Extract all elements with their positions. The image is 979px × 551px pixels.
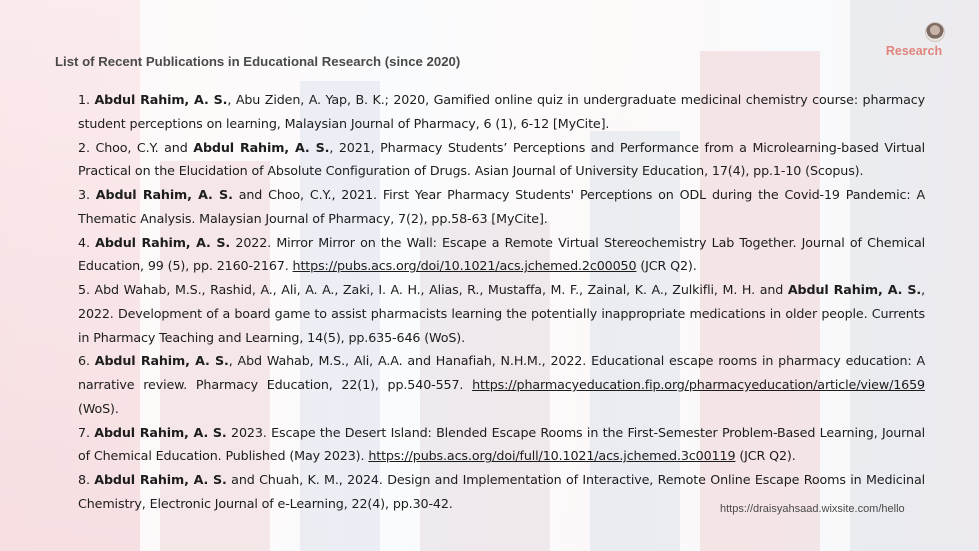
publication-link[interactable]: https://pubs.acs.org/doi/full/10.1021/acs.jchemed.3c00119 xyxy=(368,448,736,464)
publication-item xyxy=(64,421,925,469)
publication-item xyxy=(64,183,925,231)
publication-author: Abdul Rahim, A. S. xyxy=(95,187,233,202)
publication-author: Abdul Rahim, A. S. xyxy=(787,282,922,297)
publication-number: 7. xyxy=(78,424,90,440)
publication-index: (WoS). xyxy=(78,400,119,416)
publication-link[interactable]: https://pharmacyeducation.fip.org/pharmacyeducation/article/view/1659 xyxy=(472,377,925,392)
publication-author: Abdul Rahim, A. S. xyxy=(193,139,330,155)
publication-item xyxy=(64,136,925,184)
publication-number: 1. xyxy=(78,92,90,107)
publication-link[interactable]: https://pubs.acs.org/doi/10.1021/acs.jchemed.2c00050 xyxy=(292,258,637,274)
page-title: List of Recent Publications in Educational Research (since 2020) xyxy=(55,54,461,69)
publication-coauthors: Choo, C.Y. and xyxy=(89,139,194,155)
publication-citation: , Abd Wahab, M.S., Ali, A.A. and Hanafiah, N.H.M., 2022. Educational escape rooms in pharmacy education: A narrative review. Pharmacy Education, 22(1), pp.540-557. xyxy=(78,353,925,392)
publication-author: Abdul Rahim, A. S. xyxy=(95,234,231,250)
publication-index: (JCR Q2). xyxy=(636,258,697,274)
publication-author: Abdul Rahim, A. S. xyxy=(94,353,229,369)
publication-list xyxy=(64,88,925,516)
publication-number: 5. xyxy=(78,282,90,297)
publication-citation: 2023. Escape the Desert Island: Blended Escape Rooms in the First-Semester Problem-Based Learning, Journal of Chemical Education. Published (May 2023). xyxy=(78,424,925,464)
publication-author: Abdul Rahim, A. S. xyxy=(94,424,227,440)
publication-coauthors: Abd Wahab, M.S., Rashid, A., Ali, A. A., Zaki, I. A. H., Alias, R., Mustaffa, M. F., Zainal, K. A., Zulkifli, M. H. and xyxy=(89,282,788,297)
publication-number: 3. xyxy=(78,187,90,202)
publication-item xyxy=(64,349,925,420)
publication-citation: and Chuah, K. M., 2024. Design and Implementation of Interactive, Remote Online Escape Rooms in Medicinal Chemistry, Electronic Journal of e-Learning, 22(4), pp.30-42. xyxy=(78,472,926,511)
research-badge[interactable] xyxy=(882,20,946,84)
publication-item xyxy=(64,278,925,349)
publication-number: 4. xyxy=(78,234,90,250)
avatar xyxy=(925,22,945,42)
publication-citation: 2022. Mirror Mirror on the Wall: Escape a Remote Virtual Stereochemistry Lab Together. Journal of Chemical Education, 99 (5), pp. 2160-2167. xyxy=(78,234,926,274)
publication-citation: , 2022. Development of a board game to assist pharmacists learning the potentially inappropriate medications in older people. Currents in Pharmacy Teaching and Learning, 14(5), pp.635-646 (WoS). xyxy=(78,282,925,345)
publication-author: Abdul Rahim, A. S. xyxy=(94,472,227,487)
publication-item xyxy=(64,88,925,136)
publication-index: (JCR Q2). xyxy=(735,448,796,464)
publication-citation: and Choo, C.Y., 2021. First Year Pharmacy Students' Perceptions on ODL during the Covid-19 Pandemic: A Thematic Analysis. Malaysian Journal of Pharmacy, 7(2), pp.58-63 [MyCite]. xyxy=(78,187,926,226)
publication-number: 2. xyxy=(78,139,90,155)
footer-url[interactable]: https://draisyahsaad.wixsite.com/hello xyxy=(720,503,905,515)
publication-citation: , Abu Ziden, A. Yap, B. K.; 2020, Gamified online quiz in undergraduate medicinal chemistry course: pharmacy student perceptions on learning, Malaysian Journal of Pharmacy, 6 (1), 6-12 [MyCite]. xyxy=(78,92,926,131)
publication-number: 6. xyxy=(78,353,90,369)
publication-item xyxy=(64,231,925,279)
research-badge-label: Research xyxy=(885,44,943,58)
publication-number: 8. xyxy=(78,472,90,487)
publication-author: Abdul Rahim, A. S. xyxy=(94,92,228,107)
publication-citation: , 2021, Pharmacy Students’ Perceptions and Performance from a Microlearning-based Virtual Practical on the Elucidation of Absolute Configuration of Drugs. Asian Journal of University Education, 17(4), pp.1-10 (Scopus). xyxy=(78,139,925,179)
